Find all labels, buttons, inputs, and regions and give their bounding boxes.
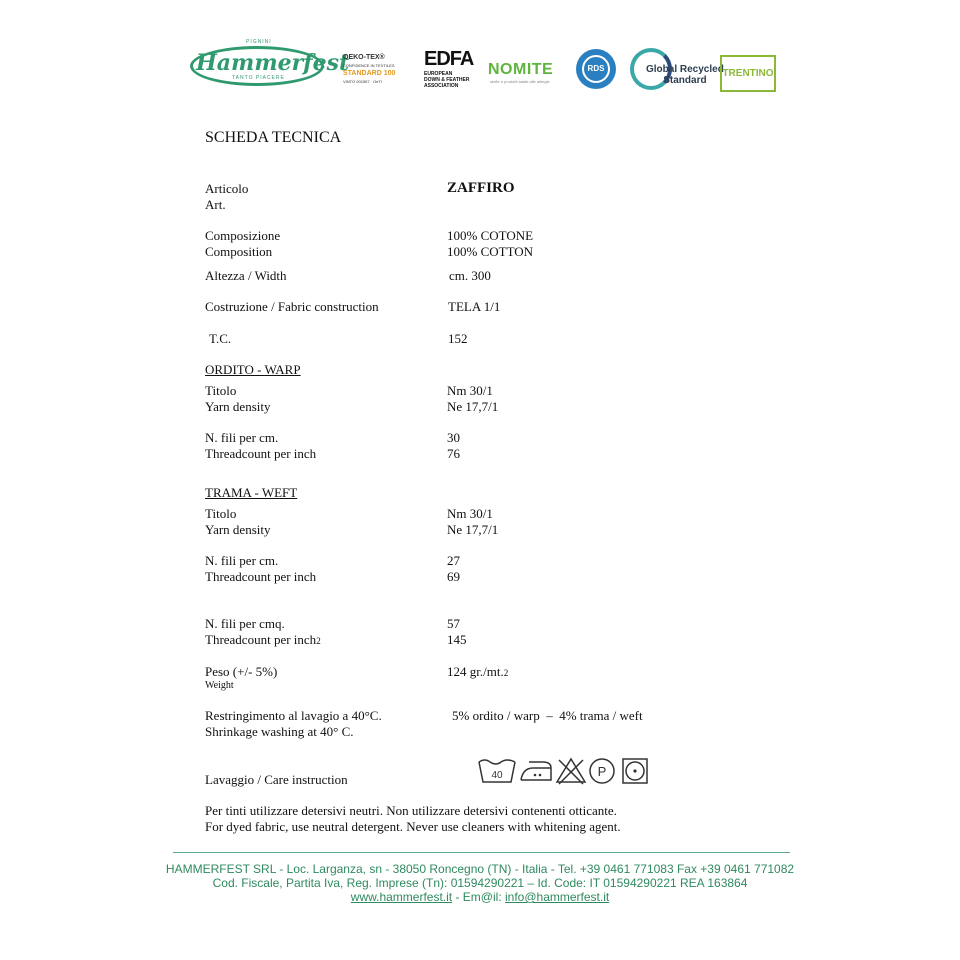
construction-value: TELA 1/1 — [448, 299, 501, 314]
care-note-en: For dyed fabric, use neutral detergent. Never use cleaners with whitening agent. — [205, 819, 621, 834]
hammerfest-tagline: TANTO PIACERE — [232, 75, 285, 81]
footer-divider — [173, 852, 790, 853]
weight-value-text: 124 gr./mt. — [447, 664, 504, 679]
wash-temp-label: 40 — [491, 770, 503, 781]
warp-thread-value: 76 — [447, 446, 460, 461]
weft-thread-label: Threadcount per inch — [205, 569, 317, 584]
total-fili-label: N. fili per cmq. — [205, 616, 285, 631]
width-value: cm. 300 — [449, 268, 491, 283]
composition-label-en: Composition — [205, 244, 273, 259]
hammerfest-top-text: PIGNINI — [246, 39, 272, 45]
warp-yarn-label: Yarn density — [205, 399, 271, 414]
oeko-tex-logo — [343, 54, 395, 86]
total-thread-sup: 2 — [316, 636, 321, 646]
grs-line1: Global Recycled — [646, 64, 724, 75]
weft-fili-label: N. fili per cm. — [205, 553, 279, 568]
nomite-subtext: stoffe e prodotti adatti alle allergie — [490, 79, 550, 84]
warp-titolo-value: Nm 30/1 — [447, 383, 493, 398]
width-label: Altezza / Width — [205, 268, 287, 283]
oeko-line1: OEKO-TEX® — [343, 54, 385, 61]
shrinkage-value: 5% ordito / warp – 4% trama / weft — [452, 708, 643, 723]
total-thread-label-text: Threadcount per inch — [205, 632, 317, 647]
warp-yarn-value: Ne 17,7/1 — [447, 399, 499, 414]
grs-line2: Standard — [663, 75, 707, 86]
weft-titolo-value: Nm 30/1 — [447, 506, 493, 521]
care-note-it: Per tinti utilizzare detersivi neutri. Non utilizzare detersivi contenenti otticante. — [205, 803, 617, 818]
weft-fili-value: 27 — [447, 553, 460, 568]
email-prefix: - Em@il: — [452, 890, 505, 904]
edfa-text: EDFA — [424, 48, 474, 70]
shrinkage-label: Restringimento al lavagio a 40°C. — [205, 708, 382, 723]
email-link[interactable]: info@hammerfest.it — [505, 890, 610, 904]
no-bleach-icon — [555, 756, 587, 786]
warp-thread-label: Threadcount per inch — [205, 446, 317, 461]
edfa-sub2: DOWN & FEATHER — [424, 77, 470, 83]
article-value: ZAFFIRO — [447, 180, 515, 196]
oeko-line4: VINTO 001557 · OeTI — [343, 79, 383, 84]
tc-label: T.C. — [209, 331, 232, 346]
footer-registration: Cod. Fiscale, Partita Iva, Reg. Imprese (Tn): 01594290221 – Id. Code: IT 01594290221 REA 163864 — [212, 876, 748, 890]
weft-thread-value: 69 — [447, 569, 460, 584]
hammerfest-logo: Hammerfest — [196, 50, 350, 76]
weight-value — [447, 664, 508, 681]
weight-value-sup: 2 — [503, 668, 509, 678]
oeko-line2: CONFIDENCE IN TEXTILES — [343, 63, 395, 68]
article-label-en: Art. — [205, 197, 226, 212]
tc-value: 152 — [448, 331, 468, 346]
oeko-line3: STANDARD 100 — [343, 70, 396, 77]
article-label: Articolo — [205, 181, 249, 196]
rds-text: RDS — [582, 55, 610, 83]
total-fili-value: 57 — [447, 616, 460, 631]
warp-fili-label: N. fili per cm. — [205, 430, 279, 445]
doc-title: SCHEDA TECNICA — [205, 129, 342, 146]
weight-label: Peso (+/- 5%) — [205, 664, 278, 679]
nomite-logo: NOMITE — [488, 61, 554, 78]
weft-yarn-label: Yarn density — [205, 522, 271, 537]
weight-label-en: Weight — [205, 680, 234, 691]
total-thread-label — [205, 632, 321, 649]
edfa-logo — [424, 48, 473, 89]
iron-medium-icon — [519, 756, 553, 786]
svg-text:P: P — [597, 764, 607, 779]
warp-heading: ORDITO - WARP — [205, 362, 301, 377]
grs-logo — [646, 64, 724, 86]
composition-value: 100% COTONE — [447, 228, 534, 243]
shrinkage-label-en: Shrinkage washing at 40° C. — [205, 724, 354, 739]
composition-value-en: 100% COTTON — [447, 244, 534, 259]
dryclean-p-icon — [587, 756, 617, 786]
construction-label: Costruzione / Fabric construction — [205, 299, 379, 314]
care-label: Lavaggio / Care instruction — [205, 772, 348, 787]
weft-heading: TRAMA - WEFT — [205, 485, 298, 500]
trentino-logo: TRENTINO — [720, 55, 776, 92]
total-thread-value: 145 — [447, 632, 467, 647]
edfa-sub1: EUROPEAN — [424, 71, 453, 77]
footer-address: HAMMERFEST SRL - Loc. Larganza, sn - 38050 Roncegno (TN) - Italia - Tel. +39 0461 771083 Fax +39 0461 771082 — [165, 862, 795, 876]
wash-40-icon — [477, 756, 517, 786]
weft-titolo-label: Titolo — [205, 506, 237, 521]
warp-titolo-label: Titolo — [205, 383, 237, 398]
tumble-dry-icon — [620, 756, 650, 786]
footer-contacts — [0, 890, 960, 904]
warp-fili-value: 30 — [447, 430, 460, 445]
website-link[interactable]: www.hammerfest.it — [350, 890, 453, 904]
weft-yarn-value: Ne 17,7/1 — [447, 522, 499, 537]
composition-label: Composizione — [205, 228, 281, 243]
edfa-sub3: ASSOCIATION — [424, 83, 459, 89]
